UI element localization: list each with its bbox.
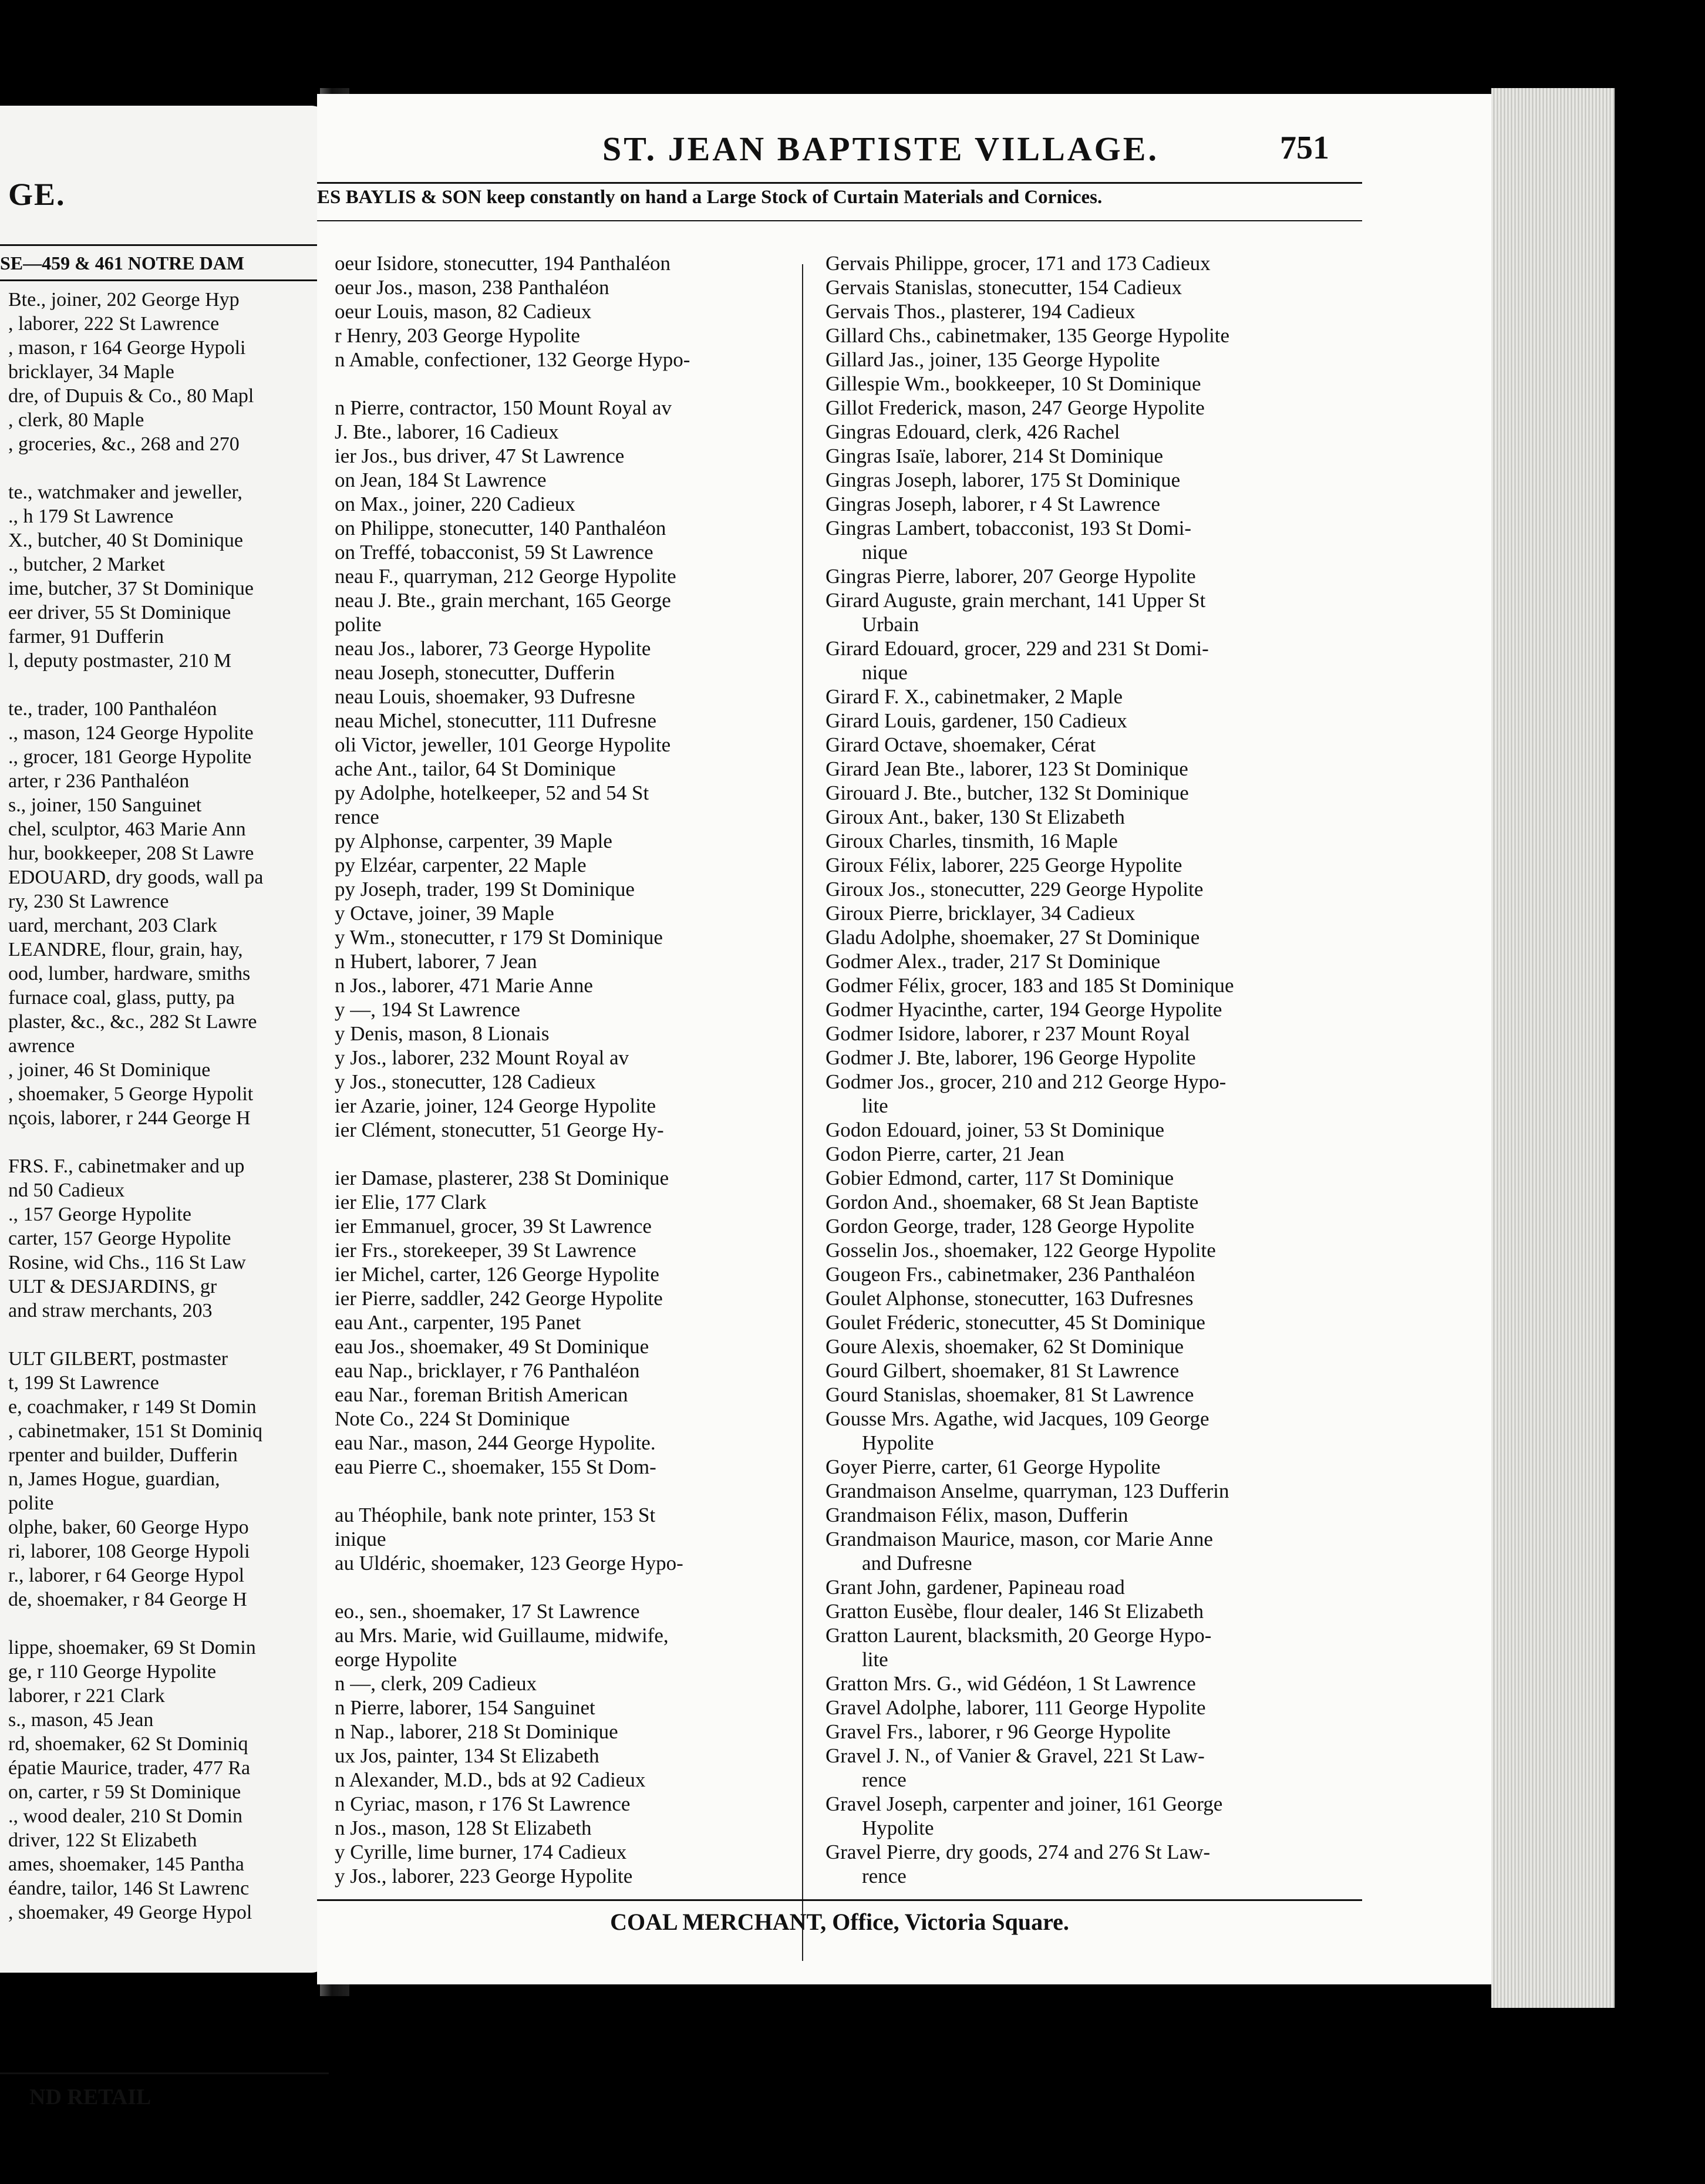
- directory-entry: r Henry, 203 George Hypolite: [335, 324, 580, 347]
- directory-entry: rence: [862, 1768, 907, 1791]
- directory-entry: Gravel J. N., of Vanier & Gravel, 221 St Law-: [825, 1744, 1205, 1767]
- directory-entry: Giroux Pierre, bricklayer, 34 Cadieux: [825, 902, 1135, 925]
- directory-column-left: [335, 251, 793, 1888]
- directory-entry: neau J. Bte., grain merchant, 165 George: [335, 589, 671, 612]
- directory-entry: épatie Maurice, trader, 477 Ra: [8, 1757, 251, 1779]
- previous-page-footer: ND RETAIL: [29, 2085, 151, 2109]
- directory-entry: plaster, &c., &c., 282 St Lawre: [8, 1011, 257, 1033]
- directory-entry: furnace coal, glass, putty, pa: [8, 987, 235, 1009]
- directory-entry: Giroux Ant., baker, 130 St Elizabeth: [825, 805, 1125, 828]
- directory-entry: Gravel Frs., laborer, r 96 George Hypolite: [825, 1720, 1171, 1743]
- directory-entry: Gordon George, trader, 128 George Hypolite: [825, 1215, 1195, 1238]
- directory-entry: chel, sculptor, 463 Marie Ann: [8, 818, 246, 840]
- directory-entry: Girard Louis, gardener, 150 Cadieux: [825, 709, 1127, 732]
- directory-entry: ames, shoemaker, 145 Pantha: [8, 1853, 244, 1875]
- previous-page-banner: SE—459 & 461 NOTRE DAM: [0, 252, 245, 274]
- directory-entry: on Max., joiner, 220 Cadieux: [335, 493, 575, 515]
- directory-entry: n Amable, confectioner, 132 George Hypo-: [335, 348, 690, 371]
- directory-entry: ge, r 110 George Hypolite: [8, 1661, 217, 1683]
- directory-entry: y Cyrille, lime burner, 174 Cadieux: [335, 1841, 627, 1863]
- directory-entry: au Mrs. Marie, wid Guillaume, midwife,: [335, 1624, 669, 1647]
- directory-entry: eau Pierre C., shoemaker, 155 St Dom-: [335, 1455, 656, 1478]
- directory-entry: s., joiner, 150 Sanguinet: [8, 794, 202, 816]
- directory-entry: eorge Hypolite: [335, 1648, 457, 1671]
- directory-entry: Gratton Laurent, blacksmith, 20 George Hypo-: [825, 1624, 1212, 1647]
- directory-entry: eo., sen., shoemaker, 17 St Lawrence: [335, 1600, 640, 1623]
- directory-entry: Gravel Pierre, dry goods, 274 and 276 St Law-: [825, 1841, 1211, 1863]
- directory-entry: Girard Octave, shoemaker, Cérat: [825, 733, 1096, 756]
- directory-entry: Urbain: [862, 613, 919, 636]
- directory-entry: n, James Hogue, guardian,: [8, 1468, 220, 1490]
- directory-entry: [335, 1479, 793, 1503]
- directory-entry: LEANDRE, flour, grain, hay,: [8, 939, 243, 960]
- directory-entry: [8, 456, 360, 480]
- directory-entry: [335, 372, 793, 396]
- directory-entry: Hypolite: [862, 1816, 934, 1839]
- directory-entry: neau Joseph, stonecutter, Dufferin: [335, 661, 615, 684]
- directory-entry: Goure Alexis, shoemaker, 62 St Dominique: [825, 1335, 1184, 1358]
- divider: [0, 244, 329, 246]
- directory-entry: n Cyriac, mason, r 176 St Lawrence: [335, 1792, 631, 1815]
- directory-entry: ache Ant., tailor, 64 St Dominique: [335, 757, 616, 780]
- directory-entry: Gratton Eusèbe, flour dealer, 146 St Elizabeth: [825, 1600, 1204, 1623]
- directory-entry: olphe, baker, 60 George Hypo: [8, 1516, 249, 1538]
- directory-entry: Grandmaison Félix, mason, Dufferin: [825, 1504, 1128, 1526]
- directory-entry: Bte., joiner, 202 George Hyp: [8, 289, 240, 311]
- directory-entry: oeur Louis, mason, 82 Cadieux: [335, 300, 592, 323]
- directory-entry: Rosine, wid Chs., 116 St Law: [8, 1252, 246, 1273]
- page-title: ST. JEAN BAPTISTE VILLAGE.: [602, 130, 1159, 168]
- directory-entry: Gillard Chs., cabinetmaker, 135 George Hypolite: [825, 324, 1230, 347]
- directory-entry: y Octave, joiner, 39 Maple: [335, 902, 554, 925]
- directory-entry: [8, 1323, 360, 1347]
- directory-entry: y Denis, mason, 8 Lionais: [335, 1022, 550, 1045]
- directory-entry: ux Jos, painter, 134 St Elizabeth: [335, 1744, 599, 1767]
- directory-entry: ., grocer, 181 George Hypolite: [8, 746, 252, 768]
- directory-entry: neau Louis, shoemaker, 93 Dufresne: [335, 685, 635, 708]
- directory-entry: Girard Jean Bte., laborer, 123 St Dominique: [825, 757, 1188, 780]
- advert-top: ES BAYLIS & SON keep constantly on hand a Large Stock of Curtain Materials and Cornices.: [317, 187, 1103, 208]
- directory-entry: arter, r 236 Panthaléon: [8, 770, 190, 792]
- directory-entry: n —, clerk, 209 Cadieux: [335, 1672, 537, 1695]
- directory-entry: n Jos., laborer, 471 Marie Anne: [335, 974, 593, 997]
- directory-entry: y Jos., laborer, 223 George Hypolite: [335, 1865, 633, 1888]
- directory-entry: y —, 194 St Lawrence: [335, 998, 520, 1021]
- directory-entry: ier Elie, 177 Clark: [335, 1191, 487, 1214]
- directory-entry: Godmer Isidore, laborer, r 237 Mount Royal: [825, 1022, 1190, 1045]
- advert-bottom: COAL MERCHANT, Office, Victoria Square.: [610, 1909, 1069, 1935]
- directory-entry: ier Jos., bus driver, 47 St Lawrence: [335, 444, 625, 467]
- directory-entry: rence: [862, 1865, 907, 1888]
- directory-entry: oeur Jos., mason, 238 Panthaléon: [335, 276, 609, 299]
- directory-entry: Hypolite: [862, 1431, 934, 1454]
- directory-entry: Gingras Lambert, tobacconist, 193 St Domi-: [825, 517, 1192, 540]
- directory-entry: ier Frs., storekeeper, 39 St Lawrence: [335, 1239, 636, 1262]
- directory-entry: nique: [862, 541, 908, 564]
- directory-entry: Gingras Joseph, laborer, r 4 St Lawrence: [825, 493, 1161, 515]
- directory-entry: [335, 1142, 793, 1166]
- directory-entry: Godmer Alex., trader, 217 St Dominique: [825, 950, 1161, 973]
- directory-entry: l, deputy postmaster, 210 M: [8, 650, 232, 672]
- directory-entry: y Jos., stonecutter, 128 Cadieux: [335, 1070, 596, 1093]
- directory-entry: neau F., quarryman, 212 George Hypolite: [335, 565, 676, 588]
- directory-entry: nd 50 Cadieux: [8, 1179, 125, 1201]
- directory-entry: py Alphonse, carpenter, 39 Maple: [335, 830, 612, 852]
- directory-entry: eau Nar., foreman British American: [335, 1383, 628, 1406]
- divider: [317, 1899, 1362, 1901]
- directory-entry: Girouard J. Bte., butcher, 132 St Dominique: [825, 781, 1189, 804]
- directory-entry: Goyer Pierre, carter, 61 George Hypolite: [825, 1455, 1161, 1478]
- page-edges: [1491, 88, 1615, 2008]
- directory-entry: EDOUARD, dry goods, wall pa: [8, 867, 264, 888]
- directory-entry: ier Azarie, joiner, 124 George Hypolite: [335, 1094, 656, 1117]
- divider: [0, 279, 329, 281]
- directory-entry: awrence: [8, 1035, 75, 1057]
- directory-entry: Gordon And., shoemaker, 68 St Jean Baptiste: [825, 1191, 1199, 1214]
- directory-entry: s., mason, 45 Jean: [8, 1709, 154, 1731]
- directory-entry: Giroux Jos., stonecutter, 229 George Hypolite: [825, 878, 1204, 901]
- page-header: [317, 129, 1362, 176]
- directory-entry: [335, 1575, 793, 1599]
- directory-entry: Godmer J. Bte, laborer, 196 George Hypolite: [825, 1046, 1196, 1069]
- directory-entry: Gervais Stanislas, stonecutter, 154 Cadieux: [825, 276, 1182, 299]
- directory-page: [317, 94, 1491, 1984]
- directory-entry: lite: [862, 1648, 888, 1671]
- directory-entry: ., butcher, 2 Market: [8, 554, 165, 575]
- directory-entry: Gladu Adolphe, shoemaker, 27 St Dominique: [825, 926, 1200, 949]
- directory-entry: Gillot Frederick, mason, 247 George Hypolite: [825, 396, 1205, 419]
- directory-entry: X., butcher, 40 St Dominique: [8, 530, 243, 551]
- directory-entry: te., watchmaker and jeweller,: [8, 481, 242, 503]
- directory-entry: Girard Auguste, grain merchant, 141 Upper St: [825, 589, 1206, 612]
- directory-entry: lite: [862, 1094, 888, 1117]
- directory-entry: polite: [8, 1492, 54, 1514]
- directory-entry: on Jean, 184 St Lawrence: [335, 469, 547, 491]
- directory-entry: n Pierre, contractor, 150 Mount Royal av: [335, 396, 672, 419]
- directory-entry: Grant John, gardener, Papineau road: [825, 1576, 1125, 1599]
- directory-entry: ood, lumber, hardware, smiths: [8, 963, 251, 985]
- directory-entry: neau Jos., laborer, 73 George Hypolite: [335, 637, 651, 660]
- directory-entry: n Hubert, laborer, 7 Jean: [335, 950, 537, 973]
- directory-entry: and Dufresne: [862, 1552, 972, 1575]
- directory-entry: t, 199 St Lawrence: [8, 1372, 159, 1394]
- directory-entry: Grandmaison Maurice, mason, cor Marie Anne: [825, 1528, 1213, 1551]
- page-number: 751: [1280, 130, 1329, 166]
- directory-entry: n Jos., mason, 128 St Elizabeth: [335, 1816, 592, 1839]
- directory-entry: , groceries, &c., 268 and 270: [8, 433, 240, 455]
- directory-entry: rd, shoemaker, 62 St Dominiq: [8, 1733, 248, 1755]
- directory-entry: hur, bookkeeper, 208 St Lawre: [8, 842, 254, 864]
- directory-entry: , joiner, 46 St Dominique: [8, 1059, 211, 1081]
- directory-entry: uard, merchant, 203 Clark: [8, 915, 217, 936]
- directory-entry: Gratton Mrs. G., wid Gédéon, 1 St Lawrence: [825, 1672, 1196, 1695]
- directory-entry: ULT GILBERT, postmaster: [8, 1348, 228, 1370]
- column-divider: [802, 264, 803, 1961]
- directory-entry: e, coachmaker, r 149 St Domin: [8, 1396, 257, 1418]
- directory-entry: n Nap., laborer, 218 St Dominique: [335, 1720, 618, 1743]
- directory-entry: Goulet Fréderic, stonecutter, 45 St Dominique: [825, 1311, 1205, 1334]
- directory-entry: lippe, shoemaker, 69 St Domin: [8, 1637, 256, 1659]
- directory-entry: py Elzéar, carpenter, 22 Maple: [335, 854, 587, 877]
- directory-entry: ., 157 George Hypolite: [8, 1204, 191, 1225]
- directory-entry: Gingras Edouard, clerk, 426 Rachel: [825, 420, 1120, 443]
- directory-entry: Godmer Jos., grocer, 210 and 212 George Hypo-: [825, 1070, 1226, 1093]
- directory-entry: Gingras Joseph, laborer, 175 St Dominique: [825, 469, 1181, 491]
- directory-column-right: [825, 251, 1354, 1888]
- directory-entry: Gillespie Wm., bookkeeper, 10 St Dominique: [825, 372, 1201, 395]
- directory-entry: y Jos., laborer, 232 Mount Royal av: [335, 1046, 629, 1069]
- directory-entry: n Pierre, laborer, 154 Sanguinet: [335, 1696, 595, 1719]
- directory-entry: eau Jos., shoemaker, 49 St Dominique: [335, 1335, 649, 1358]
- directory-entry: Gingras Isaïe, laborer, 214 St Dominique: [825, 444, 1164, 467]
- previous-page-entries: [8, 288, 360, 1925]
- directory-entry: au Théophile, bank note printer, 153 St: [335, 1504, 656, 1526]
- directory-entry: y Wm., stonecutter, r 179 St Dominique: [335, 926, 663, 949]
- directory-entry: inique: [335, 1528, 386, 1551]
- directory-entry: bricklayer, 34 Maple: [8, 361, 174, 383]
- directory-entry: eau Nap., bricklayer, r 76 Panthaléon: [335, 1359, 640, 1382]
- divider: [0, 2072, 329, 2074]
- directory-entry: on Treffé, tobacconist, 59 St Lawrence: [335, 541, 653, 564]
- directory-entry: ., h 179 St Lawrence: [8, 505, 174, 527]
- directory-entry: py Joseph, trader, 199 St Dominique: [335, 878, 635, 901]
- directory-entry: eau Ant., carpenter, 195 Panet: [335, 1311, 581, 1334]
- directory-entry: ULT & DESJARDINS, gr: [8, 1276, 217, 1297]
- divider: [317, 182, 1362, 184]
- directory-entry: Godmer Félix, grocer, 183 and 185 St Dominique: [825, 974, 1234, 997]
- directory-entry: polite: [335, 613, 382, 636]
- directory-entry: and straw merchants, 203: [8, 1300, 213, 1322]
- directory-entry: dre, of Dupuis & Co., 80 Mapl: [8, 385, 254, 407]
- directory-entry: J. Bte., laborer, 16 Cadieux: [335, 420, 559, 443]
- directory-entry: Goulet Alphonse, stonecutter, 163 Dufresnes: [825, 1287, 1194, 1310]
- directory-entry: rpenter and builder, Dufferin: [8, 1444, 238, 1466]
- directory-entry: [8, 1130, 360, 1154]
- directory-entry: oeur Isidore, stonecutter, 194 Panthaléon: [335, 252, 671, 275]
- directory-entry: Gillard Jas., joiner, 135 George Hypolite: [825, 348, 1160, 371]
- directory-entry: , clerk, 80 Maple: [8, 409, 144, 431]
- directory-entry: Gravel Adolphe, laborer, 111 George Hypolite: [825, 1696, 1206, 1719]
- directory-entry: rence: [335, 805, 379, 828]
- directory-entry: Giroux Charles, tinsmith, 16 Maple: [825, 830, 1118, 852]
- directory-entry: Note Co., 224 St Dominique: [335, 1407, 570, 1430]
- directory-entry: neau Michel, stonecutter, 111 Dufresne: [335, 709, 657, 732]
- directory-entry: ier Pierre, saddler, 242 George Hypolite: [335, 1287, 663, 1310]
- previous-page: [0, 106, 329, 2109]
- directory-entry: Gobier Edmond, carter, 117 St Dominique: [825, 1167, 1174, 1189]
- directory-entry: Gourd Gilbert, shoemaker, 81 St Lawrence: [825, 1359, 1180, 1382]
- directory-entry: FRS. F., cabinetmaker and up: [8, 1155, 245, 1177]
- directory-entry: [8, 673, 360, 697]
- directory-entry: Gervais Philippe, grocer, 171 and 173 Cadieux: [825, 252, 1211, 275]
- directory-entry: Gourd Stanislas, shoemaker, 81 St Lawrence: [825, 1383, 1194, 1406]
- directory-entry: Girard F. X., cabinetmaker, 2 Maple: [825, 685, 1123, 708]
- directory-entry: au Uldéric, shoemaker, 123 George Hypo-: [335, 1552, 683, 1575]
- directory-entry: Gravel Joseph, carpenter and joiner, 161 George: [825, 1792, 1223, 1815]
- directory-entry: , shoemaker, 49 George Hypol: [8, 1902, 252, 1923]
- divider: [317, 220, 1362, 221]
- directory-entry: carter, 157 George Hypolite: [8, 1228, 231, 1249]
- directory-entry: driver, 122 St Elizabeth: [8, 1829, 197, 1851]
- directory-entry: Godon Edouard, joiner, 53 St Dominique: [825, 1118, 1165, 1141]
- directory-entry: , mason, r 164 George Hypoli: [8, 337, 246, 359]
- directory-entry: ry, 230 St Lawrence: [8, 891, 169, 912]
- directory-entry: Grandmaison Anselme, quarryman, 123 Dufferin: [825, 1479, 1229, 1502]
- directory-entry: r., laborer, r 64 George Hypol: [8, 1565, 245, 1586]
- directory-entry: ., wood dealer, 210 St Domin: [8, 1805, 243, 1827]
- directory-entry: ime, butcher, 37 St Dominique: [8, 578, 254, 599]
- directory-entry: eer driver, 55 St Dominique: [8, 602, 231, 623]
- directory-entry: , laborer, 222 St Lawrence: [8, 313, 220, 335]
- directory-entry: Gingras Pierre, laborer, 207 George Hypolite: [825, 565, 1196, 588]
- directory-entry: ., mason, 124 George Hypolite: [8, 722, 254, 744]
- directory-entry: nique: [862, 661, 908, 684]
- directory-entry: te., trader, 100 Panthaléon: [8, 698, 217, 720]
- directory-entry: on, carter, r 59 St Dominique: [8, 1781, 241, 1803]
- directory-entry: , shoemaker, 5 George Hypolit: [8, 1083, 254, 1105]
- previous-page-header: GE.: [8, 177, 66, 212]
- directory-entry: n Alexander, M.D., bds at 92 Cadieux: [335, 1768, 646, 1791]
- directory-entry: ier Michel, carter, 126 George Hypolite: [335, 1263, 659, 1286]
- directory-entry: ier Damase, plasterer, 238 St Dominique: [335, 1167, 669, 1189]
- directory-entry: ier Clément, stonecutter, 51 George Hy-: [335, 1118, 664, 1141]
- directory-entry: Gougeon Frs., cabinetmaker, 236 Panthaléon: [825, 1263, 1195, 1286]
- directory-entry: laborer, r 221 Clark: [8, 1685, 165, 1707]
- directory-entry: Gousse Mrs. Agathe, wid Jacques, 109 George: [825, 1407, 1209, 1430]
- directory-entry: Godon Pierre, carter, 21 Jean: [825, 1142, 1064, 1165]
- directory-entry: Giroux Félix, laborer, 225 George Hypolite: [825, 854, 1182, 877]
- directory-entry: oli Victor, jeweller, 101 George Hypolite: [335, 733, 671, 756]
- directory-entry: de, shoemaker, r 84 George H: [8, 1589, 247, 1610]
- directory-entry: Gervais Thos., plasterer, 194 Cadieux: [825, 300, 1135, 323]
- directory-entry: eau Nar., mason, 244 George Hypolite.: [335, 1431, 656, 1454]
- directory-entry: Godmer Hyacinthe, carter, 194 George Hypolite: [825, 998, 1222, 1021]
- directory-entry: nçois, laborer, r 244 George H: [8, 1107, 251, 1129]
- directory-entry: ier Emmanuel, grocer, 39 St Lawrence: [335, 1215, 652, 1238]
- directory-entry: farmer, 91 Dufferin: [8, 626, 164, 648]
- directory-entry: [8, 1612, 360, 1636]
- directory-entry: Girard Edouard, grocer, 229 and 231 St Domi-: [825, 637, 1209, 660]
- directory-entry: on Philippe, stonecutter, 140 Panthaléon: [335, 517, 666, 540]
- directory-entry: py Adolphe, hotelkeeper, 52 and 54 St: [335, 781, 649, 804]
- directory-entry: éandre, tailor, 146 St Lawrenc: [8, 1878, 250, 1899]
- directory-entry: Gosselin Jos., shoemaker, 122 George Hypolite: [825, 1239, 1216, 1262]
- directory-entry: ri, laborer, 108 George Hypoli: [8, 1541, 250, 1562]
- directory-entry: , cabinetmaker, 151 St Dominiq: [8, 1420, 263, 1442]
